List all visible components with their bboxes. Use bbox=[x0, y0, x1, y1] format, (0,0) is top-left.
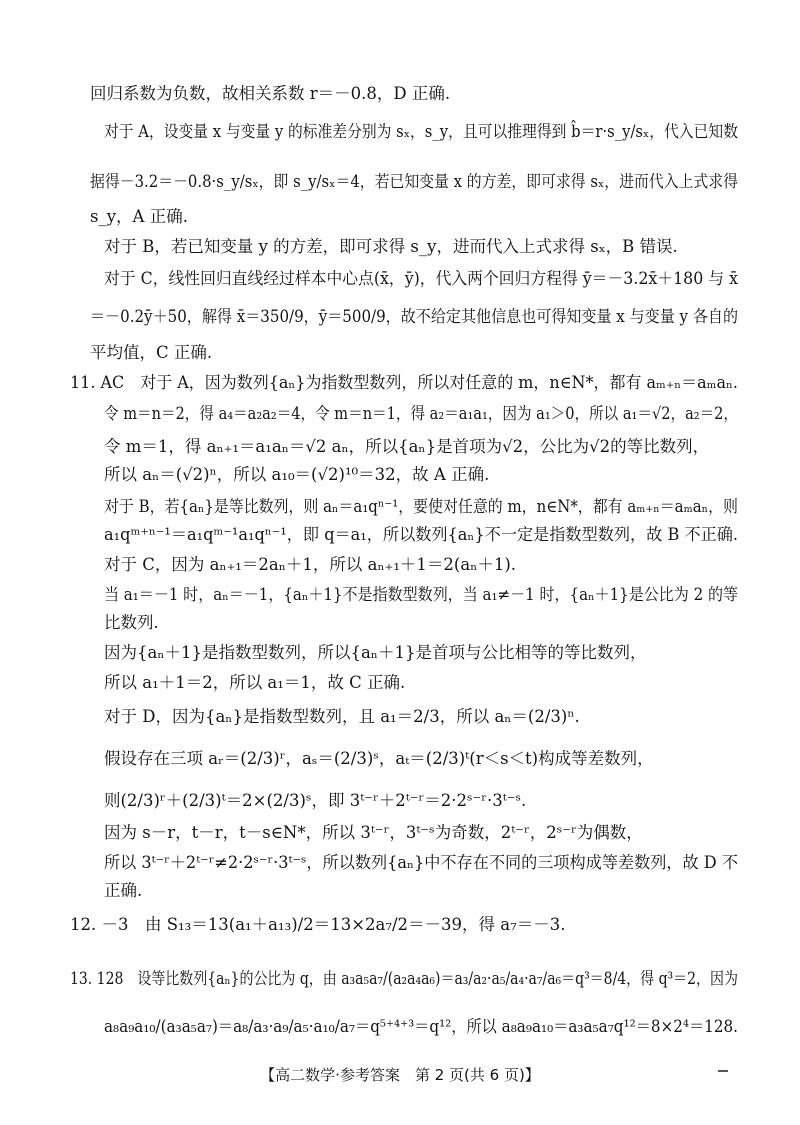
line-text: 12. －3 由 S₁₃＝13(a₁＋a₁₃)/2＝13×2a₇/2＝－39，得 a₇＝－3. bbox=[70, 915, 566, 934]
text-line bbox=[0, 300, 800, 334]
line-text: a₁qᵐ⁺ⁿ⁻¹＝a₁qᵐ⁻¹a₁qⁿ⁻¹，即 q＝a₁，所以数列{aₙ}不一定是指数型数列，故 B 不正确. bbox=[104, 525, 739, 544]
text-line bbox=[0, 336, 800, 370]
text-line bbox=[0, 742, 800, 776]
text-line bbox=[0, 636, 800, 670]
text-line bbox=[0, 606, 800, 640]
text-line bbox=[0, 908, 800, 942]
text-line bbox=[0, 1010, 800, 1044]
text-line bbox=[0, 262, 800, 296]
page-footer: 【高二数学·参考答案 第 2 页(共 6 页)】 bbox=[260, 1066, 540, 1084]
text-line bbox=[0, 77, 800, 111]
line-text: 因为{aₙ＋1}是指数型数列，所以{aₙ＋1}是首项与公比相等的等比数列， bbox=[104, 643, 647, 662]
text-line bbox=[0, 700, 800, 734]
text-line bbox=[0, 518, 800, 552]
line-text: 对于 A，设变量 x 与变量 y 的标准差分别为 sₓ，s_y，且可以推理得到 b̂＝r·s_y/sₓ，代入已知数 bbox=[104, 122, 739, 141]
text-line bbox=[0, 962, 800, 996]
line-text: 当 a₁＝－1 时，aₙ＝－1，{aₙ＋1}不是指数型数列，当 a₁≠－1 时，{aₙ＋1}是公比为 2 的等 bbox=[104, 585, 739, 604]
text-line bbox=[0, 666, 800, 700]
line-text: a₈a₉a₁₀/(a₃a₅a₇)＝a₈/a₃·a₉/a₅·a₁₀/a₇＝q⁵⁺⁴⁺³＝q¹²，所以 a₈a₉a₁₀＝a₃a₅a₇q¹²＝8×2⁴＝128. bbox=[104, 1017, 739, 1036]
line-text: 正确. bbox=[104, 881, 143, 900]
line-text: 所以 3ᵗ⁻ʳ＋2ᵗ⁻ʳ≠2·2ˢ⁻ʳ·3ᵗ⁻ˢ，所以数列{aₙ}中不存在不同的三项构成等差数列，故 D 不 bbox=[104, 853, 739, 872]
line-text: 所以 aₙ＝(√2)ⁿ，所以 a₁₀＝(√2)¹⁰＝32，故 A 正确. bbox=[104, 465, 490, 484]
text-line bbox=[0, 200, 800, 234]
line-text: 因为 s－r，t－r，t－s∈N*，所以 3ᵗ⁻ʳ，3ᵗ⁻ˢ为奇数，2ᵗ⁻ʳ，2ˢ⁻ʳ为偶数， bbox=[104, 823, 643, 842]
text-line bbox=[0, 458, 800, 492]
text-line bbox=[0, 784, 800, 818]
line-text: 对于 B，若已知变量 y 的方差，即可求得 s_y，进而代入上式求得 sₓ，B 错误. bbox=[104, 237, 678, 256]
line-text: 令 m＝1，得 aₙ₊₁＝a₁aₙ＝√2 aₙ，所以{aₙ}是首项为√2，公比为√2的等比数列， bbox=[104, 437, 710, 456]
line-text: 则(2/3)ʳ＋(2/3)ᵗ＝2×(2/3)ˢ，即 3ᵗ⁻ʳ＋2ᵗ⁻ʳ＝2·2ˢ⁻ʳ·3ᵗ⁻ˢ. bbox=[104, 791, 527, 810]
line-text: 对于 D，因为{aₙ}是指数型数列，且 a₁＝2/3，所以 aₙ＝(2/3)ⁿ. bbox=[104, 707, 580, 726]
line-text: 据得－3.2＝－0.8·s_y/sₓ，即 s_y/sₓ＝4，若已知变量 x 的方差，即可求得 sₓ，进而代入上式求得 bbox=[90, 172, 738, 191]
text-line bbox=[0, 230, 800, 264]
line-text: 平均值，C 正确. bbox=[90, 343, 213, 362]
line-text: ＝－0.2ȳ＋50，解得 x̄＝350/9，ȳ＝500/9，故不给定其他信息也可得知变量 x 与变量 y 各自的 bbox=[90, 307, 739, 326]
text-line bbox=[0, 874, 800, 908]
line-text: s_y，A 正确. bbox=[90, 207, 188, 226]
text-line bbox=[0, 366, 800, 400]
line-text: 对于 C，线性回归直线经过样本中心点(x̄，ȳ)，代入两个回归方程得 ȳ＝－3.2x̄＋180 与 x̄ bbox=[104, 269, 739, 288]
line-text: 假设存在三项 aᵣ＝(2/3)ʳ，aₛ＝(2/3)ˢ，aₜ＝(2/3)ᵗ(r＜s＜t)构成等差数列， bbox=[104, 749, 654, 768]
text-line bbox=[0, 816, 800, 850]
line-text: 回归系数为负数，故相关系数 r＝－0.8，D 正确. bbox=[90, 84, 451, 103]
line-text: 所以 a₁＋1＝2，所以 a₁＝1，故 C 正确. bbox=[104, 673, 406, 692]
line-text: 11. AC 对于 A，因为数列{aₙ}为指数型数列，所以对任意的 m，n∈N*，都有 aₘ₊ₙ＝aₘaₙ. bbox=[70, 373, 739, 392]
text-line bbox=[0, 397, 800, 431]
corner-mark bbox=[718, 1070, 728, 1072]
line-text: 对于 B，若{aₙ}是等比数列，则 aₙ＝a₁qⁿ⁻¹，要使对任意的 m，n∈N*，都有 aₘ₊ₙ＝aₘaₙ，则 bbox=[104, 497, 738, 516]
text-line bbox=[0, 165, 800, 199]
line-text: 令 m＝n＝2，得 a₄＝a₂a₂＝4，令 m＝n＝1，得 a₂＝a₁a₁，因为 a₁＞0，所以 a₁＝√2，a₂＝2， bbox=[104, 404, 739, 423]
text-line bbox=[0, 115, 800, 149]
line-text: 比数列. bbox=[104, 613, 159, 632]
line-text: 对于 C，因为 aₙ₊₁＝2aₙ＋1，所以 aₙ₊₁＋1＝2(aₙ＋1). bbox=[104, 555, 517, 574]
text-line bbox=[0, 548, 800, 582]
line-text: 13. 128 设等比数列{aₙ}的公比为 q，由 a₃a₅a₇/(a₂a₄a₆)＝a₃/a₂·a₅/a₄·a₇/a₆＝q³＝8/4，得 q³＝2，因为 bbox=[70, 969, 738, 988]
